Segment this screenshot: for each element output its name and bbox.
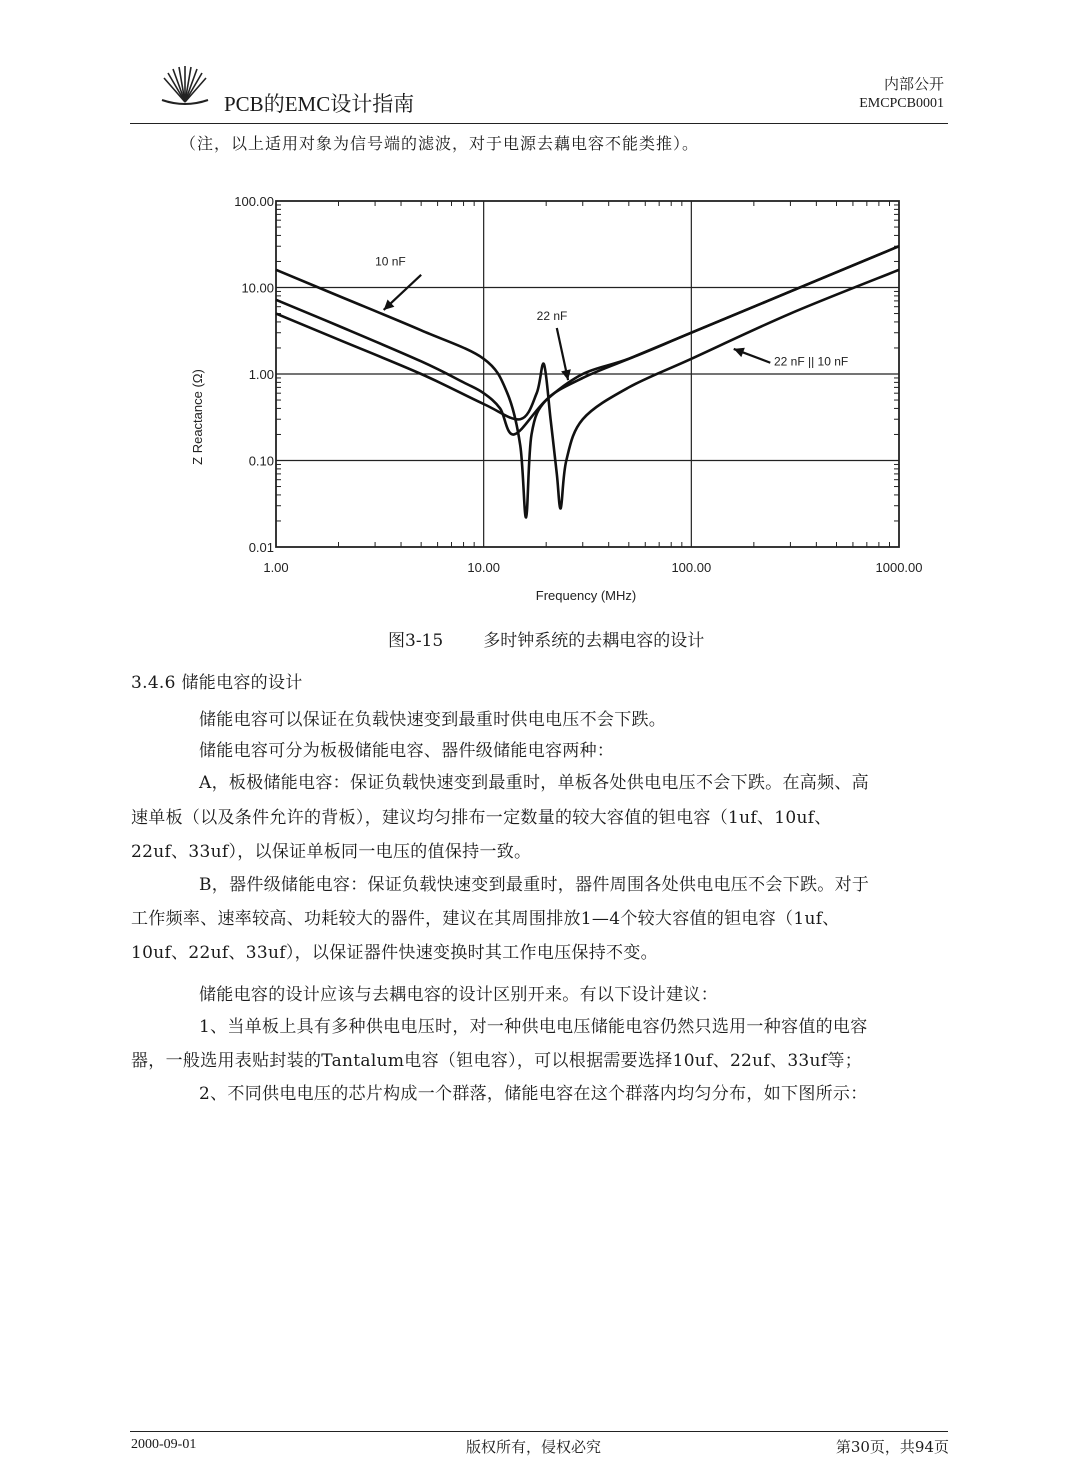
document-title: PCB的EMC设计指南	[224, 92, 415, 116]
section-heading	[131, 671, 303, 695]
y-tick-label: 100.00	[234, 194, 274, 209]
paragraph: 工作频率、速率较高、功耗较大的器件，建议在其周围排放1—4个较大容值的钽电容（1uf、	[131, 909, 840, 929]
annotation-10nf: 10 nF	[375, 254, 406, 269]
y-tick-label: 0.01	[248, 540, 274, 555]
annotation-22nf-parallel-10nf: 22 nF || 10 nF	[773, 354, 849, 369]
annotation-arrowhead	[561, 369, 571, 380]
footer-divider	[130, 1431, 948, 1432]
y-tick-label: 10.00	[241, 280, 274, 296]
x-tick-label: 10.00	[467, 560, 500, 575]
paragraph: A，板极储能电容：保证负载快速变到最重时，单板各处供电电压不会下跌。在高频、高	[199, 773, 869, 793]
y-tick-label: 1.00	[248, 367, 274, 382]
figure-number: 图3-15	[388, 631, 444, 651]
y-axis-label: Z Reactance (Ω)	[190, 369, 205, 465]
header-divider	[130, 123, 948, 124]
paragraph: 储能电容可以保证在负载快速变到最重时供电电压不会下跌。	[199, 710, 667, 730]
annotation-22nf: 22 nF	[536, 309, 568, 324]
document-code: EMCPCB0001	[859, 96, 944, 111]
figure-caption-text: 多时钟系统的去耦电容的设计	[483, 631, 705, 651]
footer-page-number: 第30页，共94页	[835, 1438, 949, 1456]
filter-note: （注，以上适用对象为信号端的滤波，对于电源去藕电容不能类推）。	[180, 134, 700, 153]
paragraph: B，器件级储能电容：保证负载快速变到最重时，器件周围各处供电电压不会下跌。对于	[199, 875, 870, 895]
paragraph: 储能电容的设计应该与去耦电容的设计区别开来。有以下设计建议：	[199, 985, 718, 1005]
classification-label: 内部公开	[883, 75, 944, 93]
x-axis-label: Frequency (MHz)	[535, 588, 637, 603]
paragraph: 2、不同供电电压的芯片构成一个群落，储能电容在这个群落内均匀分布，如下图所示：	[199, 1084, 868, 1104]
paragraph: 器，一般选用表贴封装的Tantalum电容（钽电容），可以根据需要选择10uf、22uf、33uf等；	[131, 1051, 862, 1071]
footer-copyright: 版权所有，侵权必究	[466, 1438, 602, 1456]
section-title: 储能电容的设计	[181, 673, 303, 693]
paragraph: 10uf、22uf、33uf），以保证器件快速变换时其工作电压保持不变。	[131, 943, 658, 963]
series-parallel	[276, 270, 899, 509]
chart-grid	[276, 201, 899, 547]
paragraph: 储能电容可分为板极储能电容、器件级储能电容两种：	[199, 741, 615, 761]
x-tick-label: 1.00	[263, 560, 289, 575]
paragraph: 速单板（以及条件允许的背板），建议均匀排布一定数量的较大容值的钽电容（1uf、10uf、	[131, 808, 832, 828]
company-logo	[150, 62, 220, 112]
impedance-chart	[170, 185, 940, 615]
paragraph: 22uf、33uf），以保证单板同一电压的值保持一致。	[131, 842, 532, 862]
figure-caption	[388, 626, 704, 651]
series-22nf	[276, 246, 899, 434]
paragraph: 1、当单板上具有多种供电电压时，对一种供电电压储能电容仍然只选用一种容值的电容	[199, 1017, 868, 1037]
footer-date: 2000-09-01	[131, 1437, 197, 1452]
x-tick-label: 1000.00	[875, 560, 923, 575]
section-number: 3.4.6	[131, 673, 176, 693]
x-tick-label: 100.00	[671, 560, 712, 575]
y-tick-label: 0.10	[248, 453, 274, 469]
